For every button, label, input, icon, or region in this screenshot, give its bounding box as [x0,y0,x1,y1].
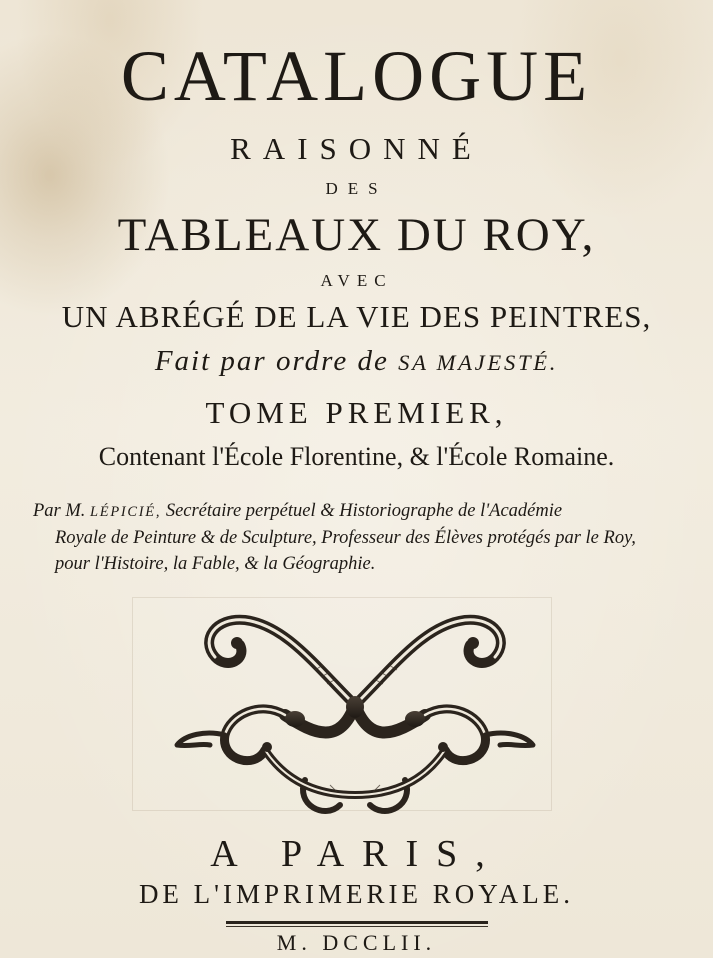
title-tableaux: TABLEAUX DU ROY, [117,209,596,261]
contents-line: Contenant l'École Florentine, & l'École Romaine. [98,442,615,471]
author-name: LÉPICIÉ, [90,504,162,520]
connector-des: DES [325,179,388,198]
author-title: Secrétaire perpétuel & Historiographe de l'Académie [165,501,563,521]
title-abrege: UN ABRÉGÉ DE LA VIE DES PEINTRES, [61,299,652,334]
main-title: CATALOGUE [120,36,593,116]
commission-majesty: SA MAJESTÉ. [398,350,559,375]
printers-ornament-icon [165,595,545,830]
imprint-rule-thick [226,921,488,924]
imprint-date: M. DCCLII. [276,930,437,955]
author-prefix: Par M. [33,501,86,521]
commission-line [0,347,713,376]
commission-text: Fait par ordre de [154,345,389,377]
author-line-1 [33,498,683,525]
volume-line: TOME PREMIER, [205,395,508,430]
author-line-3: pour l'Histoire, la Fable, & la Géographie. [55,554,376,574]
imprint-place: A PARIS, [210,833,503,875]
author-block [33,498,683,577]
author-line-2: Royale de Peinture & de Sculpture, Professeur des Élèves protégés par le Roy, [55,528,636,548]
imprint-rule-thin [226,926,488,927]
connector-avec: AVEC [320,271,393,290]
subtitle: RAISONNÉ [230,131,483,166]
imprint-printer: DE L'IMPRIMERIE ROYALE. [138,879,575,909]
